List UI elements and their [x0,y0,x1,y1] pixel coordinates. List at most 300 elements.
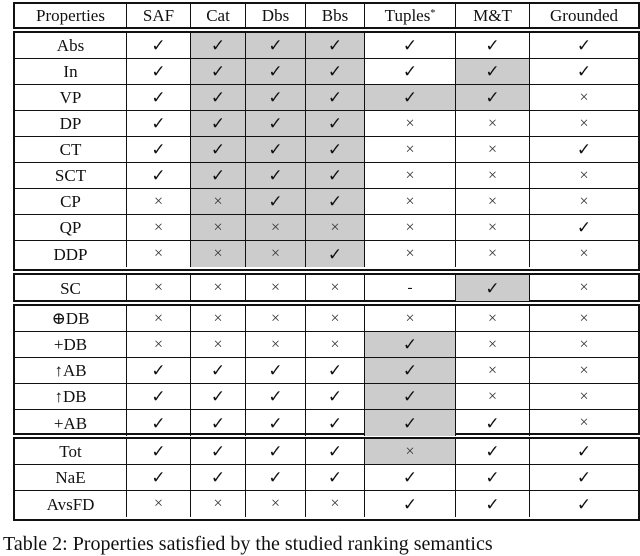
cell-tuples [365,306,456,331]
property-label: +DB [15,332,127,357]
cell-cat [191,33,246,58]
column-header-mt: M&T [456,4,530,27]
check-icon: ✓ [210,140,226,159]
check-icon: ✓ [576,218,592,237]
cell-bbs [306,85,365,110]
check-icon: ✓ [485,494,500,514]
check-icon: ✓ [402,468,418,487]
cell-mt [456,332,530,357]
table-row [15,465,638,491]
cross-icon: × [270,218,281,236]
cell-grounded [530,241,638,267]
check-icon: ✓ [210,36,226,55]
cross-icon: × [487,192,498,210]
cross-icon: × [405,442,415,460]
cell-saf [127,306,191,331]
column-header-saf: SAF [127,4,191,27]
cross-icon: × [330,495,340,512]
cell-dbs [246,465,306,490]
cell-dbs [246,491,306,517]
cross-icon: × [487,335,498,353]
cell-mt [456,491,530,517]
cell-tuples [365,59,456,84]
cross-icon: × [405,192,415,210]
cell-bbs [306,410,365,436]
check-icon: ✓ [151,36,166,55]
cell-cat [191,306,246,331]
cross-icon: × [579,192,589,210]
cell-tuples [365,33,456,58]
cell-mt [456,241,530,267]
property-label: CP [15,189,127,214]
check-icon: ✓ [327,36,343,55]
cell-dbs [246,59,306,84]
cell-saf [127,384,191,409]
check-icon: ✓ [268,114,283,133]
cell-grounded [530,410,638,436]
cell-grounded [530,85,638,110]
cell-mt [456,137,530,162]
cross-icon: × [487,114,498,132]
cell-bbs [306,358,365,383]
cell-tuples [365,189,456,214]
cross-icon: × [330,279,340,296]
table-row [15,275,638,301]
check-icon: ✓ [327,192,343,211]
cell-grounded [530,491,638,517]
cell-dbs [246,163,306,188]
table-row [15,358,638,384]
cross-icon: × [213,279,223,296]
table-row [15,410,638,436]
table-row [15,85,638,111]
check-icon: ✓ [151,114,166,133]
cell-dbs [246,332,306,357]
cell-mt [456,33,530,58]
cross-icon: × [270,245,281,262]
property-label: ⊕DB [15,306,127,331]
cell-bbs [306,275,365,301]
cell-dbs [246,189,306,214]
check-icon: ✓ [402,88,418,107]
table-row [15,189,638,215]
cell-bbs [306,215,365,240]
cell-tuples [365,215,456,240]
check-icon: ✓ [402,413,418,433]
cell-dbs [246,241,306,267]
check-icon: ✓ [327,244,343,264]
cross-icon: × [405,309,415,327]
cell-tuples [365,137,456,162]
cross-icon: × [487,166,498,184]
cell-mt [456,465,530,490]
check-icon: ✓ [268,361,283,380]
check-icon: ✓ [151,468,166,487]
cross-icon: × [213,218,223,236]
cell-saf [127,85,191,110]
check-icon: ✓ [210,88,226,107]
cross-icon: × [405,245,415,262]
cross-icon: × [270,279,281,296]
footnote-marker: * [430,7,436,19]
table-row [15,163,638,189]
cell-grounded [530,306,638,331]
table-block-strict-counter [13,273,640,302]
table-row [15,332,638,358]
table-row [15,137,638,163]
cell-tuples [365,491,456,517]
cell-tuples [365,384,456,409]
cell-grounded [530,137,638,162]
check-icon: ✓ [327,166,343,185]
check-icon: ✓ [151,62,166,81]
cell-dbs [246,215,306,240]
property-label: QP [15,215,127,240]
cross-icon: × [153,245,164,262]
cross-icon: × [330,309,340,327]
header-row [15,4,638,27]
check-icon: ✓ [485,62,500,81]
check-icon: ✓ [327,387,343,406]
property-label: SCT [15,163,127,188]
property-label: VP [15,85,127,110]
check-icon: ✓ [210,413,226,433]
cross-icon: × [213,335,223,353]
check-icon: ✓ [576,442,592,461]
table-row [15,491,638,517]
cell-grounded [530,332,638,357]
cross-icon: × [330,335,340,353]
cross-icon: × [579,166,589,184]
cell-mt [456,215,530,240]
property-label: ↑DB [15,384,127,409]
cross-icon: × [579,309,589,327]
cross-icon: × [213,192,223,210]
check-icon: ✓ [576,468,592,487]
cell-tuples [365,465,456,490]
table-block-dynamic-properties [13,304,640,435]
check-icon: ✓ [402,62,418,81]
check-icon: ✓ [402,335,418,354]
cell-tuples [365,111,456,136]
cell-bbs [306,59,365,84]
cross-icon: × [579,335,589,353]
cell-bbs [306,465,365,490]
cell-cat [191,439,246,464]
check-icon: ✓ [151,361,166,380]
cell-saf [127,358,191,383]
cell-cat [191,491,246,517]
cell-bbs [306,491,365,517]
check-icon: ✓ [576,36,592,55]
check-icon: ✓ [485,278,500,298]
cell-saf [127,465,191,490]
cell-cat [191,215,246,240]
cell-grounded [530,33,638,58]
cell-cat [191,275,246,301]
table-row [15,111,638,137]
property-label: NaE [15,465,127,490]
check-icon: ✓ [268,468,283,487]
cell-cat [191,59,246,84]
cell-bbs [306,189,365,214]
cross-icon: × [270,309,281,327]
cell-grounded [530,189,638,214]
cross-icon: × [487,245,498,262]
cell-cat [191,358,246,383]
check-icon: ✓ [151,88,166,107]
cell-saf [127,111,191,136]
cross-icon: × [270,335,281,353]
cross-icon: × [579,361,589,379]
table-block-other-properties [13,437,640,521]
cell-tuples [365,163,456,188]
check-icon: ✓ [210,387,226,406]
property-label: DP [15,111,127,136]
check-icon: ✓ [576,140,592,159]
cell-cat [191,410,246,436]
cross-icon: × [579,414,589,431]
check-icon: ✓ [327,442,343,461]
cross-icon: × [405,166,415,184]
column-header-grounded: Grounded [550,6,618,25]
cell-mt [456,410,530,436]
table-row [15,215,638,241]
cell-grounded [530,358,638,383]
table-row [15,59,638,85]
check-icon: ✓ [210,114,226,133]
cell-mt [456,384,530,409]
cell-mt [456,439,530,464]
cell-tuples [365,332,456,357]
cell-saf [127,275,191,301]
cross-icon: × [579,114,589,132]
cell-dbs [246,358,306,383]
cell-mt [456,85,530,110]
cell-bbs [306,439,365,464]
table-row [15,439,638,465]
cell-grounded [530,439,638,464]
cell-bbs [306,111,365,136]
check-icon: ✓ [151,166,166,185]
check-icon: ✓ [268,62,283,81]
cross-icon: × [213,245,223,262]
check-icon: ✓ [151,387,166,406]
cell-grounded [530,465,638,490]
property-label: DDP [15,241,127,267]
property-label: In [15,59,127,84]
cell-grounded [530,163,638,188]
cross-icon: × [153,495,164,512]
check-icon: ✓ [485,468,500,487]
cell-saf [127,241,191,267]
cell-mt [456,59,530,84]
table-row [15,306,638,332]
check-icon: ✓ [327,468,343,487]
cell-cat [191,384,246,409]
cell-bbs [306,241,365,267]
cell-saf [127,137,191,162]
check-icon: ✓ [210,468,226,487]
check-icon: ✓ [268,36,283,55]
dash-icon: - [407,279,413,296]
cross-icon: × [579,279,589,296]
check-icon: ✓ [268,192,283,211]
check-icon: ✓ [327,88,343,107]
cell-dbs [246,384,306,409]
check-icon: ✓ [268,442,283,461]
check-icon: ✓ [327,361,343,380]
cell-mt [456,163,530,188]
cross-icon: × [487,387,498,405]
cell-bbs [306,137,365,162]
cell-saf [127,410,191,436]
cell-grounded [530,275,638,301]
property-label: Abs [15,33,127,58]
cross-icon: × [579,245,589,262]
cross-icon: × [405,114,415,132]
cross-icon: × [153,218,164,236]
cell-cat [191,241,246,267]
cell-mt [456,189,530,214]
cell-grounded [530,215,638,240]
cell-dbs [246,410,306,436]
check-icon: ✓ [151,140,166,159]
cell-bbs [306,33,365,58]
cell-cat [191,465,246,490]
cell-saf [127,332,191,357]
cell-saf [127,439,191,464]
cell-dbs [246,275,306,301]
cross-icon: × [487,361,498,379]
cell-saf [127,33,191,58]
cell-dbs [246,111,306,136]
cell-bbs [306,384,365,409]
check-icon: ✓ [485,36,500,55]
check-icon: ✓ [327,413,343,433]
cell-cat [191,111,246,136]
property-label: ↑AB [15,358,127,383]
check-icon: ✓ [576,494,592,514]
cell-saf [127,215,191,240]
cell-cat [191,85,246,110]
check-icon: ✓ [402,494,418,514]
check-icon: ✓ [485,413,500,433]
check-icon: ✓ [327,62,343,81]
check-icon: ✓ [402,387,418,406]
cross-icon: × [330,218,340,236]
cell-saf [127,491,191,517]
cell-mt [456,275,530,301]
property-label: SC [15,275,127,301]
table-block-basic-properties [13,31,640,271]
check-icon: ✓ [210,166,226,185]
property-label: +AB [15,410,127,436]
check-icon: ✓ [210,361,226,380]
cell-saf [127,59,191,84]
cell-dbs [246,306,306,331]
cross-icon: × [487,218,498,236]
check-icon: ✓ [327,140,343,159]
table-header [13,2,640,29]
cross-icon: × [153,309,164,327]
cross-icon: × [213,309,223,327]
table-row [15,241,638,267]
cross-icon: × [213,495,223,512]
check-icon: ✓ [151,442,166,461]
property-label: CT [15,137,127,162]
check-icon: ✓ [576,62,592,81]
column-header-cat: Cat [191,4,246,27]
cell-mt [456,358,530,383]
check-icon: ✓ [268,387,283,406]
cell-tuples [365,241,456,267]
property-label: AvsFD [15,491,127,517]
cross-icon: × [153,192,164,210]
cell-mt [456,111,530,136]
cell-cat [191,332,246,357]
cell-bbs [306,306,365,331]
cross-icon: × [405,218,415,236]
check-icon: ✓ [485,442,500,461]
table-caption: Table 2: Properties satisfied by the studied ranking semantics [3,533,493,555]
check-icon: ✓ [210,442,226,461]
property-label: Tot [15,439,127,464]
cell-grounded [530,384,638,409]
table-row [15,33,638,59]
column-header-tuples: Tuples * [365,4,456,27]
cross-icon: × [153,279,164,296]
cell-tuples [365,275,456,301]
column-header-bbs: Bbs [306,4,365,27]
cross-icon: × [579,387,589,405]
check-icon: ✓ [485,88,500,107]
cell-tuples [365,439,456,464]
cross-icon: × [153,335,164,353]
cross-icon: × [270,495,281,512]
check-icon: ✓ [402,36,418,55]
cell-grounded [530,59,638,84]
cell-tuples [365,410,456,436]
cross-icon: × [405,140,415,158]
check-icon: ✓ [327,114,343,133]
check-icon: ✓ [268,413,283,433]
cell-tuples [365,358,456,383]
cell-dbs [246,439,306,464]
cell-saf [127,163,191,188]
cell-dbs [246,137,306,162]
cell-saf [127,189,191,214]
cell-grounded [530,111,638,136]
cell-dbs [246,33,306,58]
cell-cat [191,163,246,188]
column-header-properties: Properties [15,4,127,27]
column-header-dbs: Dbs [246,4,306,27]
check-icon: ✓ [268,166,283,185]
check-icon: ✓ [268,140,283,159]
cell-bbs [306,332,365,357]
cross-icon: × [487,140,498,158]
cell-dbs [246,85,306,110]
check-icon: ✓ [268,88,283,107]
check-icon: ✓ [402,361,418,380]
cross-icon: × [487,309,498,327]
cell-tuples [365,85,456,110]
table-row [15,384,638,410]
cell-bbs [306,163,365,188]
cell-cat [191,137,246,162]
cell-mt [456,306,530,331]
